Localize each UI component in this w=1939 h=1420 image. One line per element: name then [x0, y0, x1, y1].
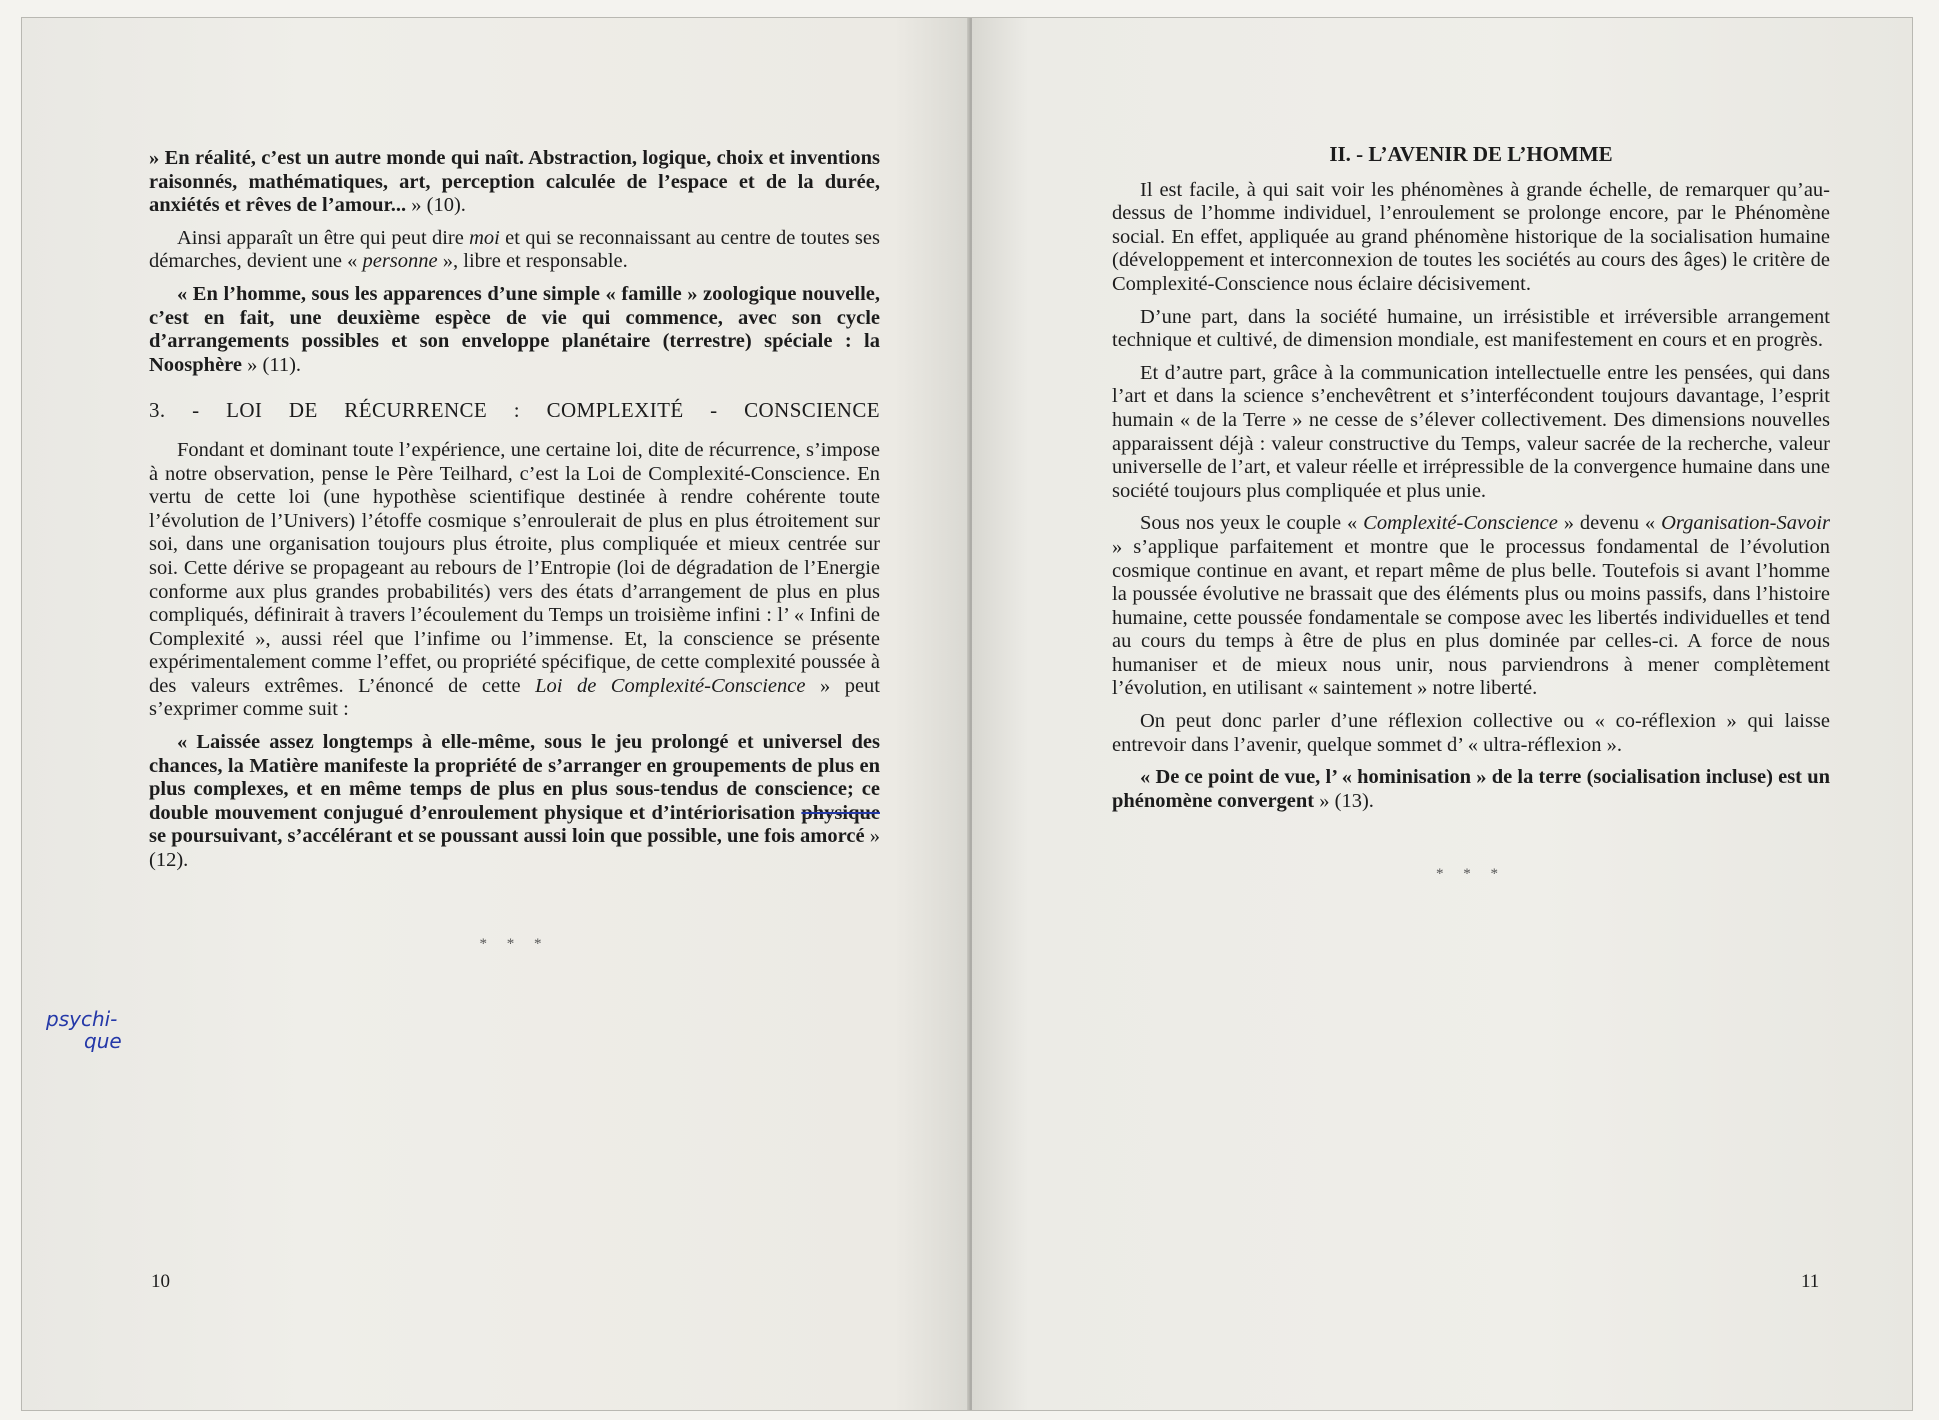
text: » devenu «	[1557, 512, 1662, 535]
left-text-column	[149, 147, 880, 965]
text: et qui se reconnaissant au centre de toutes ses démarches, devient une «	[149, 226, 880, 273]
text: Sous nos yeux le couple «	[1140, 512, 1364, 535]
reference: » (11).	[242, 353, 302, 376]
paragraph	[149, 731, 880, 873]
italic-text: Organisation-Savoir	[1661, 512, 1830, 535]
quote-bold: « Laissée assez longtemps à elle-même, sous le jeu prolongé et universel des chances, la Matière manifeste la propriété de s’arranger en groupements de plus en plus complexes, et en même temps de plus en plus sous-tendus de conscience; ce double mouvement conjugué d’enroulement physique et d’intériorisation	[149, 731, 880, 824]
right-text-column	[1112, 143, 1830, 896]
text: », libre et responsable.	[437, 250, 628, 273]
text: Fondant et dominant toute l’expérience, une certaine loi, dite de récurrence, s’impose à notre observation, pense le Père Teilhard, c’est la Loi de Complexité-Conscience. En vertu de cette loi (une hypothèse scientifique destinée à rendre cohérente toute l’évolution de l’Univers) l’étoffe cosmique s’enroulerait de plus en plus étroitement sur soi, dans une organisation toujours plus étroite, plus compliquée et mieux centrée sur soi. Cette dérive se propageant au rebours de l’Entropie (loi de dégradation de l’Energie conforme aux plus grandes probabilités) vers des états d’arrangement de plus en plus compliqués, définirait à travers l’écoulement du Temps un troisième infini : l’ « Infini de Complexité », aussi réel que l’infime ou l’immense. Et, la conscience se présente expérimentalement comme l’effet, ou propriété spécifique, de cette complexité poussée à des valeurs extrêmes. L’énoncé de cette	[149, 438, 880, 697]
reference: » (10).	[406, 194, 466, 217]
quote-bold: « De ce point de vue, l’ « hominisation » de la terre (socialisation incluse) est un phénomène convergent	[1112, 766, 1830, 812]
italic-text: personne	[362, 250, 438, 273]
italic-text: Loi de Complexité-Conscience	[535, 674, 806, 697]
left-page	[22, 18, 971, 1410]
struck-word: physique	[801, 801, 880, 824]
annotation-line: psychi-	[46, 1007, 118, 1031]
section-divider: * * *	[1436, 866, 1506, 883]
show-through-text	[152, 978, 872, 1001]
paragraph	[149, 147, 880, 218]
page-number: 10	[151, 1271, 170, 1292]
section-heading: II. - L’AVENIR DE L’HOMME	[1329, 142, 1613, 166]
reference: » (12).	[149, 825, 881, 872]
paragraph: Il est facile, à qui sait voir les phénomènes à grande échelle, de remarquer qu’au-dessus de l’homme individuel, l’enroulement se prolonge encore, par le Phénomène social. En effet, appliquée au grand phénomène historique de la socialisation humaine (développement et interconnexion de toutes les sociétés au cours des âges) le critère de Complexité-Conscience nous éclaire décisivement.	[1112, 178, 1830, 295]
quote-bold: « En l’homme, sous les apparences d’une simple « famille » zoologique nouvelle, c’est en fait, une deuxième espèce de vie qui commence, avec son cycle d’arrangements possibles et son enveloppe planétaire (terrestre) spéciale : la Noosphère	[149, 282, 880, 376]
annotation-line: que	[84, 1029, 122, 1053]
paragraph	[1112, 766, 1830, 813]
paragraph	[1112, 512, 1830, 701]
quote-bold: » En réalité, c’est un autre monde qui naît. Abstraction, logique, choix et inventions raisonnés, mathématiques, art, perception calculée de l’espace et de la durée, anxiétés et rêves de l’amour...	[149, 147, 880, 217]
paragraph: On peut donc parler d’une réflexion collective ou « co-réflexion » qui laisse entrevoir dans l’avenir, quelque sommet d’ « ultra-réflexion ».	[1112, 710, 1830, 756]
right-page	[972, 18, 1912, 1410]
page-number: 11	[1801, 1271, 1820, 1292]
text: » s’applique parfaitement et montre que le processus fondamental de l’évolution cosmique continue en avant, et repart même de plus belle. Toutefois si avant l’homme la poussée évolutive ne brassait que des éléments plus ou moins passifs, dans l’histoire humaine, cette poussée fondamentale se compose avec les libertés individuelles et tend au cours du temps à être de plus en plus dominée par celles-ci. A force de nous humaniser et de mieux nous unir, nous parviendrons à mener complètement l’évolution, en utilisant « saintement » notre liberté.	[1112, 535, 1830, 700]
section-heading: 3. - LOI DE RÉCURRENCE : COMPLEXITÉ - CONSCIENCE	[149, 398, 880, 423]
paragraph	[149, 227, 880, 274]
handwritten-annotation	[46, 1008, 122, 1052]
paragraph	[149, 283, 880, 377]
italic-text: Complexité-Conscience	[1363, 512, 1558, 535]
section-divider: * * *	[479, 935, 550, 952]
text: Ainsi apparaît un être qui peut dire	[177, 226, 470, 249]
text: » peut s’exprimer comme suit :	[149, 674, 880, 721]
paragraph	[149, 439, 880, 722]
book-spread	[22, 18, 1912, 1410]
paragraph: Et d’autre part, grâce à la communication intellectuelle entre les pensées, qui dans l’art et dans la science s’enchevêtrent et s’interfécondent toujours davantage, l’esprit humain « de la Terre » ne cesse de s’élever collectivement. Des dimensions nouvelles apparaissent déjà : valeur constructive du Temps, valeur sacrée de la recherche, valeur universelle de l’art, et valeur réelle et irrépressible de la convergence humaine dans une société toujours plus compliquée et plus unie.	[1112, 361, 1830, 502]
paragraph: D’une part, dans la société humaine, un irrésistible et irréversible arrangement technique et cultivé, de dimension mondiale, est manifestement en cours et en progrès.	[1112, 305, 1830, 352]
reference: » (13).	[1314, 789, 1374, 812]
italic-text: moi	[469, 226, 500, 249]
quote-bold: se poursuivant, s’accélérant et se poussant aussi loin que possible, une fois amorcé	[149, 825, 865, 848]
